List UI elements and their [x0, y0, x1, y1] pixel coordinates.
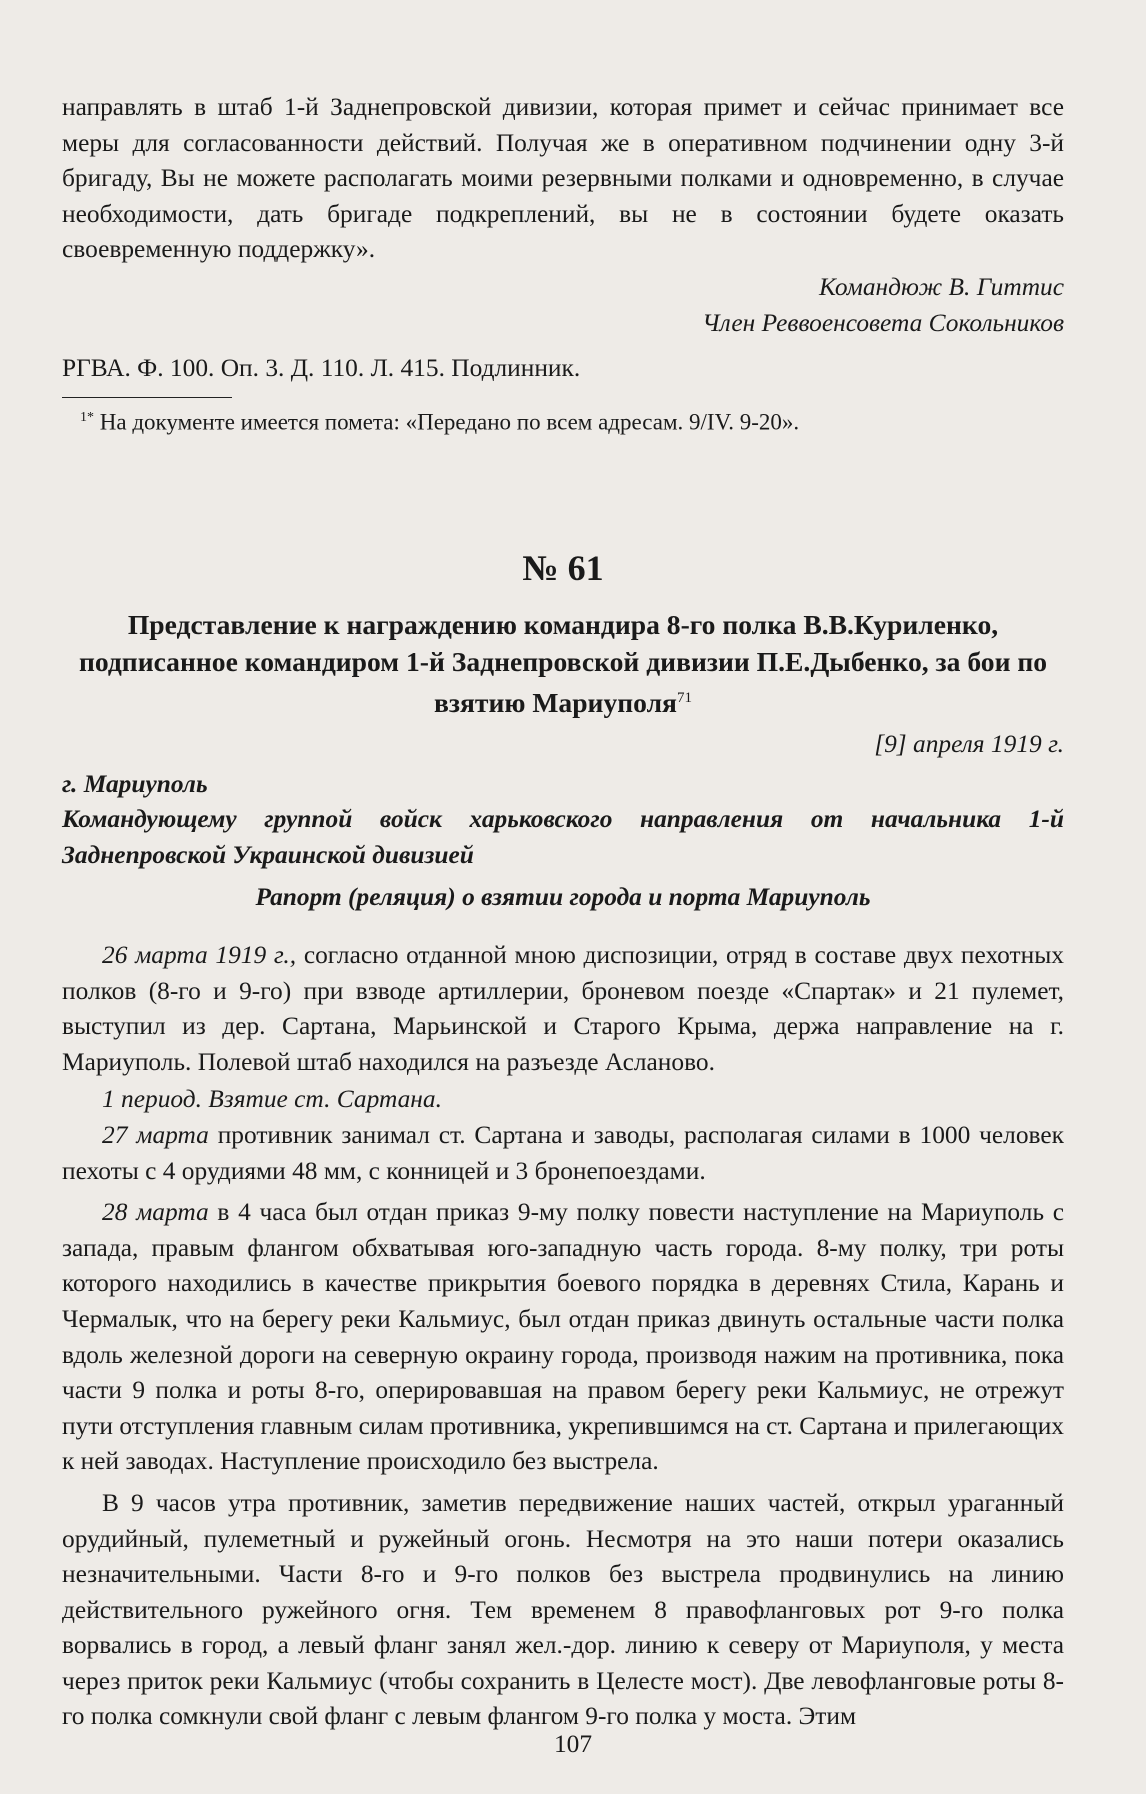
paragraph-march-28-date: 28 марта: [102, 1198, 209, 1227]
document-title: [62, 606, 1064, 721]
paragraph-march-27-text: противник занимал ст. Сартана и заводы, располагая силами в 1000 человек пехоты с 4 орудиями 48 мм, с конницей и 3 бронепоездами.: [62, 1120, 1064, 1185]
rapport-title: Рапорт (реляция) о взятии города и порта Мариуполь: [255, 882, 871, 911]
top-section: [62, 90, 1064, 438]
signature-commander: Командюж В. Гиттис: [819, 272, 1064, 301]
paragraph-march-26-date: 26 марта 1919 г.,: [102, 941, 297, 969]
footnote-mark: 1*: [80, 409, 94, 425]
signature-council-member: Член Реввоенсовета Сокольников: [702, 308, 1064, 337]
document-date: [9] апреля 1919 г.: [874, 730, 1064, 759]
document-title-text: Представление к награждению командира 8-го полка В.В.Куриленко, подписанное командиром 1-й Заднепровской дивизии П.Е.Дыбенко, за бои по взятию Мариуполя: [78, 609, 1048, 719]
paragraph-march-27: [62, 1118, 1064, 1189]
document-title-note: 71: [676, 690, 692, 706]
paragraph-march-26: [62, 938, 1064, 1080]
document-addressee: Командующему группой войск харьковского направления от начальника 1-й Заднепровской Украинской дивизией: [62, 805, 1064, 869]
period-1-heading: 1 период. Взятие ст. Сартана.: [102, 1085, 442, 1114]
intro-paragraph: направлять в штаб 1-й Заднепровской дивизии, которая примет и сейчас принимает все меры для согласованности действий. Получая же в оперативном подчинении одну 3-й бригаду, Вы не можете располагать моими резервными полками и одновременно, в случае необходимости, дать бригаде подкреплений, вы не в состоянии будете оказать своевременную поддержку».: [62, 93, 1064, 264]
document-place: г. Мариуполь: [62, 769, 208, 798]
body-section: [62, 938, 1064, 1735]
footnote-text: На документе имеется помета: «Передано по всем адресам. 9/IV. 9-20».: [99, 409, 800, 435]
document-number: № 61: [522, 548, 604, 588]
archive-reference: РГВА. Ф. 100. Оп. 3. Д. 110. Л. 415. Подлинник.: [62, 354, 581, 383]
paragraph-march-26-text: согласно отданной мною диспозиции, отряд в составе двух пехотных полков (8-го и 9-го) при взводе артиллерии, броневом поезде «Спартак» и 21 пулемет, выступил из дер. Сартана, Марьинской и Старого Крыма, держа направление на г. Мариуполь. Полевой штаб находился на разъезде Асланово.: [62, 941, 1064, 1076]
document-header: [62, 548, 1064, 915]
paragraph-march-28-text: в 4 часа был отдан приказ 9-му полку повести наступление на Мариуполь с запада, правым флангом обхватывая юго-западную часть города. 8-му полку, три роты которого находились в качестве прикрытия боевого порядка в деревнях Стила, Карань и Чермалык, что на берегу реки Кальмиус, был отдан приказ двинуть остальные части полка вдоль железной дороги на северную окраину города, производя нажим на противника, пока части 9 полка и роты 8-го, оперировавшая на правом берегу реки Кальмиус, не отрежут пути отступления главным силам противника, укрепившимся на ст. Сартана и прилегающих к ней заводах. Наступление происходило без выстрела.: [62, 1198, 1064, 1476]
paragraph-march-27-date: 27 марта: [102, 1120, 209, 1149]
footnote-divider: [62, 397, 232, 398]
footnote: [62, 402, 1064, 439]
paragraph-9am: В 9 часов утра противник, заметив передвижение наших частей, открыл ураганный орудийный, пулеметный и ружейный огонь. Несмотря на это наши потери оказались незначительными. Части 8-го и 9-го полков без выстрела продвинулись на линию действительного ружейного огня. Тем временем 8 правофланговых рот 9-го полка ворвались в город, а левый фланг занял жел.-дор. линию к северу от Мариуполя, у места через приток реки Кальмиус (чтобы сохранить в Целесте мост). Две левофланговые роты 8-го полка сомкнули свой фланг с левым флангом 9-го полка у моста. Этим: [62, 1488, 1064, 1731]
paragraph-march-28: [62, 1195, 1064, 1480]
page-number: 107: [553, 1730, 593, 1758]
